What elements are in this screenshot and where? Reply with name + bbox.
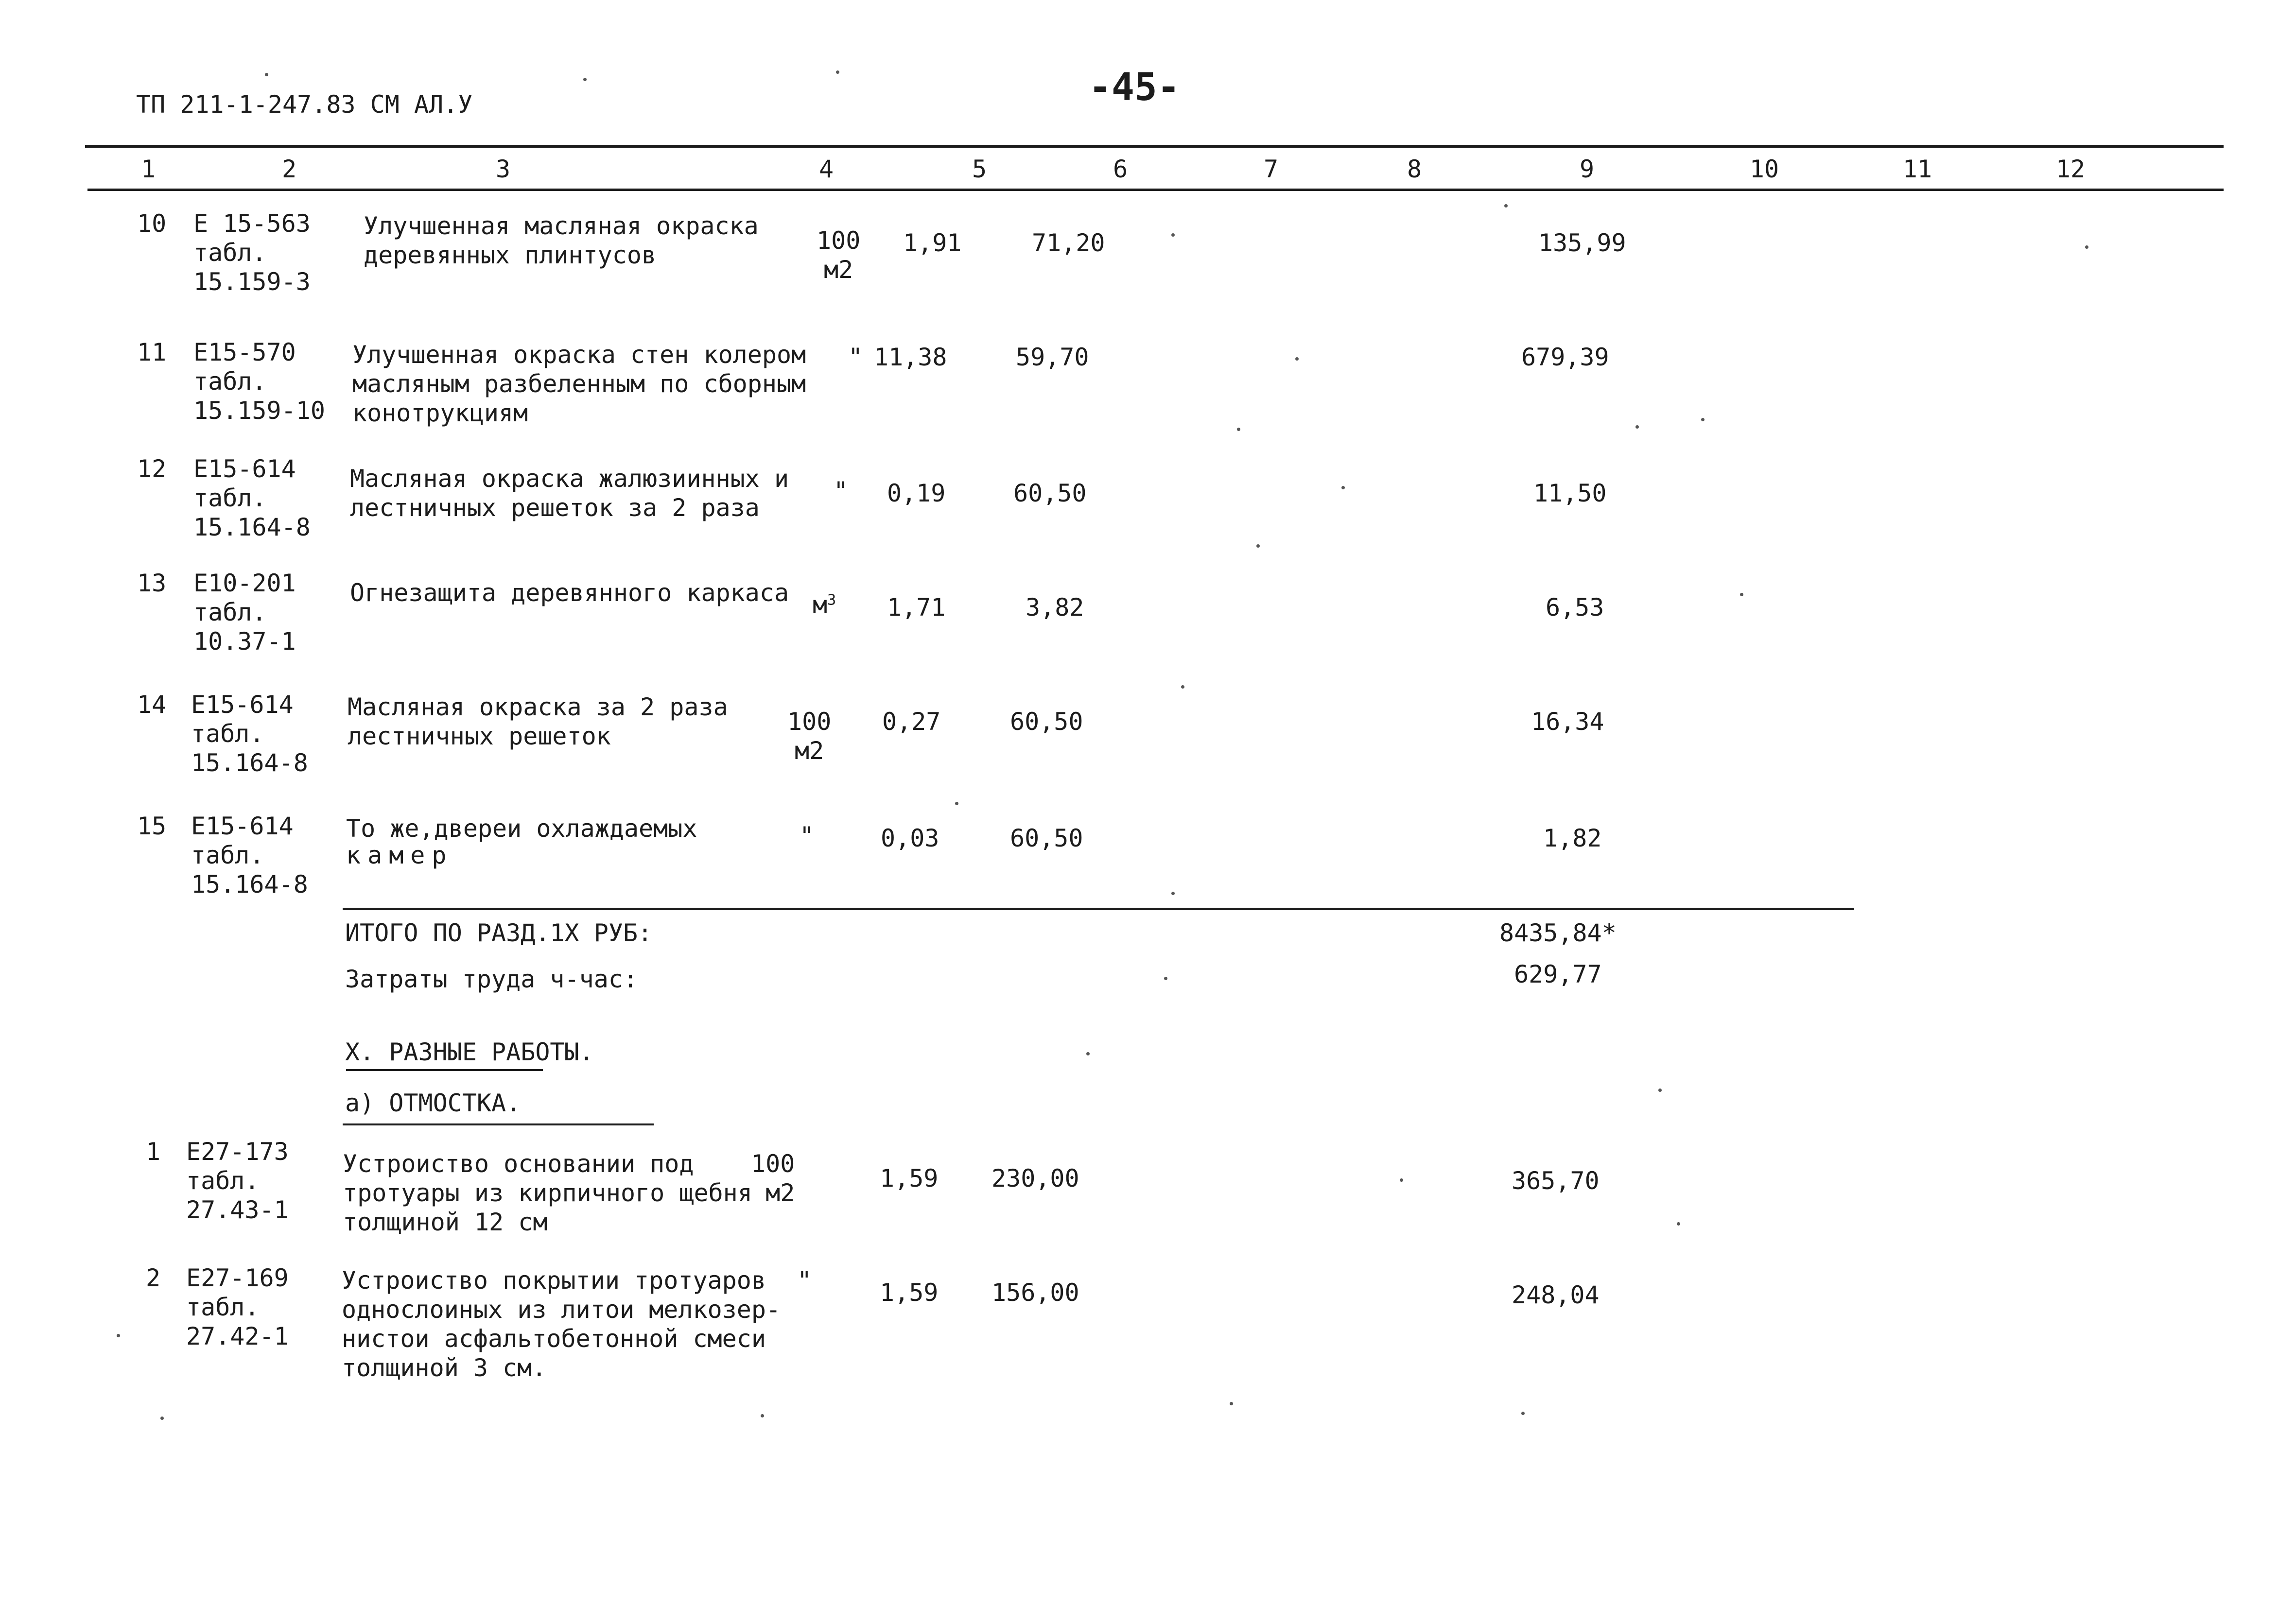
total-cost: 6,53 — [1546, 593, 1604, 622]
column-number: 1 — [140, 155, 156, 183]
section-subtitle: а) ОТМОСТКА. — [345, 1089, 521, 1117]
column-number: 5 — [972, 155, 987, 183]
total-cost: 365,70 — [1512, 1167, 1600, 1195]
quantity: 1,71 — [887, 593, 946, 622]
quantity: 0,19 — [887, 479, 946, 507]
work-description-line2: камер — [346, 841, 453, 869]
total-cost: 679,39 — [1521, 343, 1609, 371]
unit-price: 230,00 — [991, 1164, 1079, 1192]
work-description-line1: То же,двереи охлаждаемых — [346, 814, 697, 843]
rate-code: Е10-201 табл. 10.37-1 — [193, 569, 296, 656]
rate-code: Е27-169 табл. 27.42-1 — [186, 1264, 289, 1350]
work-description: Масляная окраска жалюзиинных и лестничных решеток за 2 раза — [350, 465, 789, 522]
unit-superscript: 3 — [827, 591, 836, 609]
column-number: 11 — [1902, 155, 1932, 183]
total-cost: 16,34 — [1531, 708, 1604, 736]
unit: 100 м2 — [817, 226, 861, 284]
column-number: 3 — [495, 155, 511, 183]
work-description: Огнезащита деревянного каркаса — [350, 579, 789, 607]
column-number: 6 — [1113, 155, 1128, 183]
table-header-rule — [87, 189, 2224, 191]
work-description: Улучшенная масляная окраска деревянных плинтусов — [364, 212, 759, 269]
unit: 100 м2 — [787, 708, 832, 765]
unit-price: 71,20 — [1032, 229, 1105, 257]
labor-label: Затраты труда ч-час: — [345, 965, 638, 993]
unit — [813, 590, 836, 620]
row-number: 15 — [137, 812, 167, 840]
work-description: Улучшенная окраска стен колером масляным разбеленным по сборным конотрукциям — [352, 341, 806, 427]
column-number: 12 — [2055, 155, 2086, 183]
section-total-label: ИТОГО ПО РАЗД.1Х РУБ: — [345, 919, 653, 947]
column-number: 4 — [818, 155, 834, 183]
rate-code: Е15-570 табл. 15.159-10 — [193, 338, 325, 425]
section-total-value: 8435,84* — [1499, 919, 1617, 947]
column-number: 8 — [1407, 155, 1422, 183]
quantity: 1,59 — [880, 1164, 939, 1192]
work-description: Устроиство покрытии тротуаров однослоиных из литои мелкозер- нистои асфальтобетонной смеси толщиной 3 см. — [342, 1266, 781, 1382]
total-cost: 1,82 — [1543, 824, 1602, 852]
quantity: 1,91 — [903, 229, 962, 257]
rate-code: Е15-614 табл. 15.164-8 — [193, 455, 311, 541]
column-number: 2 — [281, 155, 297, 183]
total-cost: 11,50 — [1533, 479, 1607, 507]
row-number: 2 — [146, 1264, 161, 1292]
unit-price: 60,50 — [1010, 824, 1083, 852]
rate-code: Е27-173 табл. 27.43-1 — [186, 1138, 289, 1224]
row-number: 10 — [137, 209, 167, 238]
section-subtitle-underline — [343, 1123, 654, 1125]
column-number: 7 — [1263, 155, 1279, 183]
rate-code: Е15-614 табл. 15.164-8 — [191, 812, 308, 899]
unit: 100 м2 — [751, 1150, 795, 1207]
unit-price: 3,82 — [1026, 593, 1084, 622]
unit-price: 59,70 — [1016, 343, 1089, 371]
rate-code: Е15-614 табл. 15.164-8 — [191, 691, 308, 777]
row-number: 13 — [137, 569, 167, 597]
table-top-rule — [85, 145, 2224, 148]
unit: " — [800, 822, 815, 850]
total-cost: 248,04 — [1512, 1281, 1600, 1309]
page-number: -45- — [1089, 66, 1180, 109]
subtotal-rule — [343, 908, 1854, 910]
quantity: 1,59 — [880, 1279, 939, 1307]
work-description: Масляная окраска за 2 раза лестничных решеток — [348, 693, 728, 750]
unit-price: 156,00 — [991, 1279, 1079, 1307]
quantity: 11,38 — [874, 343, 947, 371]
quantity: 0,03 — [881, 824, 939, 852]
column-number: 9 — [1579, 155, 1595, 183]
column-number: 10 — [1749, 155, 1779, 183]
section-title-underline — [346, 1069, 543, 1071]
unit: " — [834, 477, 849, 505]
row-number: 1 — [146, 1138, 161, 1166]
quantity: 0,27 — [882, 708, 941, 736]
rate-code: Е 15-563 табл. 15.159-3 — [193, 209, 311, 296]
row-number: 12 — [137, 455, 167, 483]
section-title: Х. РАЗНЫЕ РАБОТЫ. — [345, 1038, 594, 1066]
labor-value: 629,77 — [1514, 960, 1602, 988]
unit-price: 60,50 — [1013, 479, 1087, 507]
unit-base: м — [813, 591, 828, 619]
total-cost: 135,99 — [1538, 229, 1626, 257]
row-number: 11 — [137, 338, 167, 366]
unit: " — [797, 1266, 812, 1295]
row-number: 14 — [137, 691, 167, 719]
unit-price: 60,50 — [1010, 708, 1083, 736]
work-description: Устроиство основании под тротуары из кирпичного щебня толщиной 12 см — [343, 1150, 752, 1236]
document-code: ТП 211-1-247.83 СМ АЛ.У — [136, 90, 473, 119]
unit: " — [848, 343, 863, 371]
